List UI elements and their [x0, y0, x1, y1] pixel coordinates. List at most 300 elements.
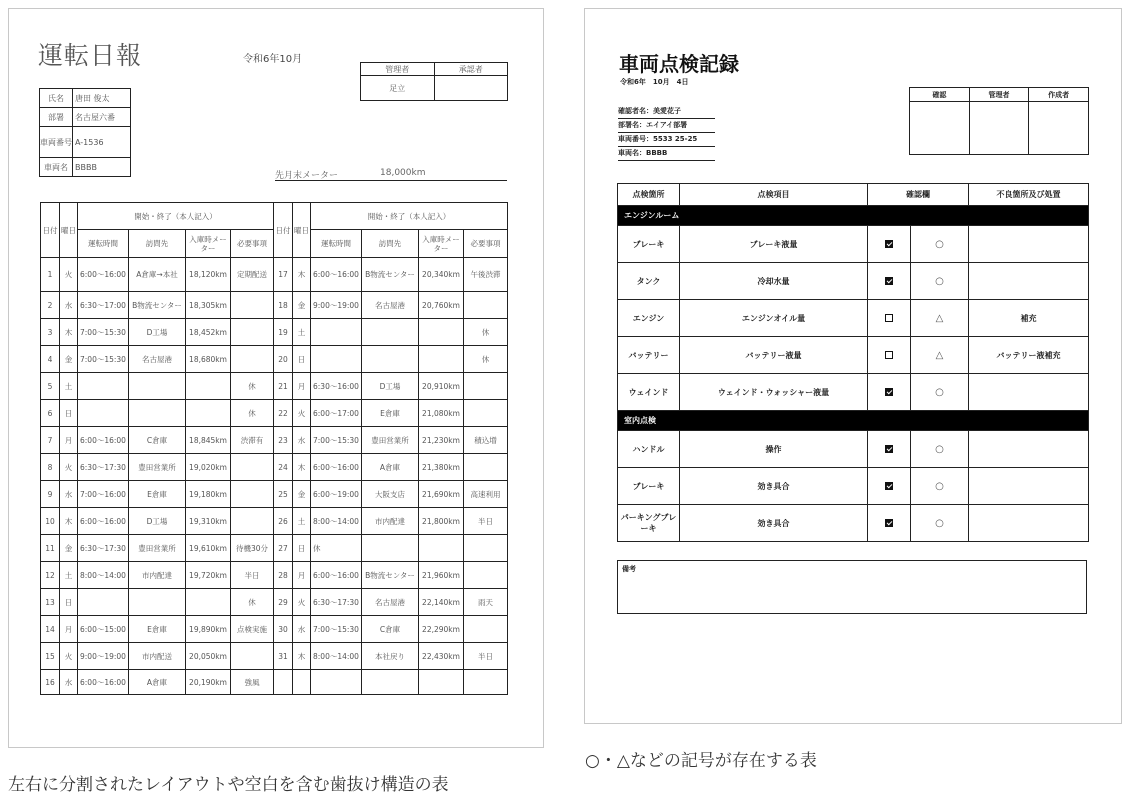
- inspection-place: ブレーキ: [618, 468, 680, 505]
- log-cell: 3: [41, 319, 60, 346]
- action-cell: バッテリー液補充: [969, 337, 1089, 374]
- log-cell: [274, 670, 293, 695]
- log-cell: [231, 481, 274, 508]
- log-cell: 20,340km: [419, 258, 464, 292]
- log-cell: 30: [274, 616, 293, 643]
- log-cell: D工場: [129, 319, 186, 346]
- inspection-item: ウェインド・ウォッシャー液量: [680, 374, 868, 411]
- log-cell: 16: [41, 670, 60, 695]
- approver-header: 承認者: [434, 63, 508, 76]
- remarks-label: 備考: [622, 565, 636, 573]
- weekday-header: 曜日: [293, 203, 311, 258]
- log-cell: 金: [293, 292, 311, 319]
- log-cell: 20,910km: [419, 373, 464, 400]
- log-cell: C倉庫: [129, 427, 186, 454]
- log-cell: 21,960km: [419, 562, 464, 589]
- unchecked-checkbox-icon[interactable]: [885, 314, 893, 322]
- log-cell: 19,720km: [186, 562, 231, 589]
- action-cell: [969, 374, 1089, 411]
- status-mark: △: [935, 349, 944, 361]
- log-cell: 月: [60, 427, 78, 454]
- info-label: 部署: [40, 108, 73, 127]
- check-cell: [868, 263, 911, 300]
- log-cell: 土: [60, 373, 78, 400]
- check-cell: [868, 374, 911, 411]
- report-period: 令和6年10月: [243, 54, 303, 65]
- left-caption: 左右に分割されたレイアウトや空白を含む歯抜け構造の表: [8, 775, 449, 795]
- previous-meter-line: [275, 168, 507, 181]
- log-cell: D工場: [362, 373, 419, 400]
- day-header: 日付: [41, 203, 60, 258]
- inspection-item: 効き具合: [680, 505, 868, 542]
- log-cell: 8:00〜14:00: [311, 643, 362, 670]
- log-cell: 9:00〜19:00: [78, 643, 129, 670]
- inspection-date: 令和6年 10月 4日: [620, 78, 689, 86]
- log-cell: [464, 400, 508, 427]
- log-cell: 22,140km: [419, 589, 464, 616]
- log-cell: 豊田営業所: [362, 427, 419, 454]
- log-cell: [78, 373, 129, 400]
- log-cell: 火: [60, 643, 78, 670]
- log-cell: 7:00〜15:30: [78, 346, 129, 373]
- log-cell: 7:00〜15:30: [311, 427, 362, 454]
- status-mark: ○: [935, 517, 944, 529]
- log-cell: 7: [41, 427, 60, 454]
- log-cell: 木: [60, 508, 78, 535]
- section-row: [618, 206, 1089, 226]
- section-row: [618, 411, 1089, 431]
- log-row: [41, 319, 508, 346]
- inspection-item: 効き具合: [680, 468, 868, 505]
- checked-checkbox-icon[interactable]: [885, 388, 893, 396]
- info-value: A-1536: [73, 127, 131, 158]
- log-cell: 15: [41, 643, 60, 670]
- log-cell: 火: [293, 589, 311, 616]
- log-cell: 6:00〜16:00: [78, 508, 129, 535]
- status-mark: ○: [935, 443, 944, 455]
- log-cell: 6:00〜17:00: [311, 400, 362, 427]
- log-cell: 市内配送: [129, 643, 186, 670]
- log-cell: [419, 319, 464, 346]
- log-cell: 6:00〜16:00: [311, 562, 362, 589]
- log-cell: 2: [41, 292, 60, 319]
- action-header: 不良箇所及び処置: [969, 184, 1089, 206]
- inspection-row: [618, 300, 1089, 337]
- log-cell: 休: [464, 346, 508, 373]
- status-mark: ○: [935, 480, 944, 492]
- log-cell: B物流センター: [129, 292, 186, 319]
- vehicle-number: 車両番号：5533 25-25: [618, 134, 715, 147]
- log-cell: [231, 346, 274, 373]
- mark-cell: [911, 431, 969, 468]
- log-cell: C倉庫: [362, 616, 419, 643]
- log-cell: 18,845km: [186, 427, 231, 454]
- log-cell: 18,120km: [186, 258, 231, 292]
- info-value: 名古屋六番: [73, 108, 131, 127]
- log-cell: 6:00〜19:00: [311, 481, 362, 508]
- inspection-row: [618, 337, 1089, 374]
- group-header: 開始・終了（本人記入）: [311, 203, 508, 230]
- status-mark: ○: [935, 238, 944, 250]
- log-cell: 19,890km: [186, 616, 231, 643]
- inspection-row: [618, 263, 1089, 300]
- weekday-header: 曜日: [60, 203, 78, 258]
- log-cell: 17: [274, 258, 293, 292]
- log-cell: [129, 400, 186, 427]
- inspection-place: ウェインド: [618, 374, 680, 411]
- log-cell: 21: [274, 373, 293, 400]
- log-cell: 高速利用: [464, 481, 508, 508]
- log-cell: 22,430km: [419, 643, 464, 670]
- log-cell: 休: [464, 319, 508, 346]
- log-cell: 水: [60, 481, 78, 508]
- log-cell: 20,050km: [186, 643, 231, 670]
- log-row: [41, 346, 508, 373]
- check-cell: [868, 468, 911, 505]
- inspection-place: タンク: [618, 263, 680, 300]
- log-cell: 土: [60, 562, 78, 589]
- log-cell: 日: [60, 589, 78, 616]
- log-cell: 名古屋港: [362, 292, 419, 319]
- log-cell: B物流センター: [362, 258, 419, 292]
- log-cell: 21,690km: [419, 481, 464, 508]
- log-cell: 金: [60, 535, 78, 562]
- log-cell: 日: [293, 346, 311, 373]
- log-cell: [362, 319, 419, 346]
- sub-header: 運転時間: [78, 230, 129, 258]
- log-cell: 6:00〜16:00: [311, 454, 362, 481]
- log-cell: [186, 373, 231, 400]
- log-row: [41, 562, 508, 589]
- log-cell: 6:00〜15:00: [78, 616, 129, 643]
- log-cell: 休: [231, 373, 274, 400]
- info-label: 車両番号: [40, 127, 73, 158]
- log-cell: [362, 346, 419, 373]
- check-cell: [868, 431, 911, 468]
- log-row: [41, 292, 508, 319]
- mark-cell: [911, 468, 969, 505]
- log-row: [41, 589, 508, 616]
- log-cell: B物流センター: [362, 562, 419, 589]
- log-cell: 10: [41, 508, 60, 535]
- check-header: 確認欄: [868, 184, 969, 206]
- mark-cell: [911, 300, 969, 337]
- log-cell: 日: [60, 400, 78, 427]
- inspection-place: ブレーキ: [618, 226, 680, 263]
- log-row: [41, 258, 508, 292]
- confirm-header: 確認: [910, 88, 970, 102]
- department-name: 部署名：エイアイ部署: [618, 120, 715, 133]
- log-cell: [362, 535, 419, 562]
- action-cell: [969, 505, 1089, 542]
- log-cell: 強風: [231, 670, 274, 695]
- log-cell: 木: [60, 319, 78, 346]
- log-cell: 18,305km: [186, 292, 231, 319]
- log-cell: E倉庫: [129, 616, 186, 643]
- log-cell: 23: [274, 427, 293, 454]
- action-cell: [969, 431, 1089, 468]
- log-cell: 午後渋滞: [464, 258, 508, 292]
- log-cell: 点検実施: [231, 616, 274, 643]
- day-header: 日付: [274, 203, 293, 258]
- log-cell: 31: [274, 643, 293, 670]
- inspection-item: エンジンオイル量: [680, 300, 868, 337]
- log-cell: 水: [60, 292, 78, 319]
- log-cell: 月: [293, 562, 311, 589]
- inspection-place: パーキングブレーキ: [618, 505, 680, 542]
- sub-header: 運転時間: [311, 230, 362, 258]
- log-cell: [464, 562, 508, 589]
- mark-cell: [911, 337, 969, 374]
- log-cell: 9:00〜19:00: [311, 292, 362, 319]
- log-cell: 6:30〜16:00: [311, 373, 362, 400]
- log-cell: [78, 400, 129, 427]
- vehicle-name: 車両名：BBBB: [618, 148, 715, 161]
- sub-header: 必要事項: [464, 230, 508, 258]
- inspection-place: ハンドル: [618, 431, 680, 468]
- log-cell: 大阪支店: [362, 481, 419, 508]
- log-cell: 6:30〜17:30: [311, 589, 362, 616]
- info-label: 氏名: [40, 89, 73, 108]
- info-value: BBBB: [73, 158, 131, 177]
- log-cell: 19,610km: [186, 535, 231, 562]
- checked-checkbox-icon[interactable]: [885, 277, 893, 285]
- manager-header: 管理者: [361, 63, 435, 76]
- log-cell: 土: [293, 319, 311, 346]
- log-cell: 水: [60, 670, 78, 695]
- log-cell: 6:30〜17:00: [78, 292, 129, 319]
- log-cell: 木: [293, 643, 311, 670]
- unchecked-checkbox-icon[interactable]: [885, 351, 893, 359]
- section-title: 室内点検: [618, 411, 1089, 431]
- log-row: [41, 508, 508, 535]
- log-cell: E倉庫: [362, 400, 419, 427]
- log-cell: 6:30〜17:30: [78, 454, 129, 481]
- log-cell: 7:00〜15:30: [78, 319, 129, 346]
- log-row: [41, 373, 508, 400]
- log-cell: 12: [41, 562, 60, 589]
- log-cell: 26: [274, 508, 293, 535]
- log-cell: 金: [60, 346, 78, 373]
- log-cell: 21,230km: [419, 427, 464, 454]
- inspection-title: 車両点検記録: [619, 52, 739, 76]
- creator-cell: [1029, 102, 1089, 155]
- log-cell: [231, 643, 274, 670]
- inspector-name: 確認者名：美愛花子: [618, 106, 715, 119]
- log-cell: [464, 454, 508, 481]
- log-cell: [311, 319, 362, 346]
- log-cell: [464, 373, 508, 400]
- inspection-row: [618, 374, 1089, 411]
- log-cell: 22,290km: [419, 616, 464, 643]
- log-cell: 21,380km: [419, 454, 464, 481]
- log-cell: 8:00〜14:00: [311, 508, 362, 535]
- meter-label: 先月末メーター: [275, 171, 339, 181]
- log-cell: 6:00〜16:00: [311, 258, 362, 292]
- log-cell: [231, 454, 274, 481]
- log-cell: 8: [41, 454, 60, 481]
- log-cell: [362, 670, 419, 695]
- group-header: 開始・終了（本人記入）: [78, 203, 274, 230]
- sub-header: 入庫時メーター: [186, 230, 231, 258]
- approval-box: [360, 62, 508, 101]
- log-cell: 14: [41, 616, 60, 643]
- log-cell: 7:00〜15:30: [311, 616, 362, 643]
- log-row: [41, 616, 508, 643]
- log-cell: 4: [41, 346, 60, 373]
- log-cell: 豊田営業所: [129, 535, 186, 562]
- log-cell: 19,310km: [186, 508, 231, 535]
- log-cell: A倉庫→本社: [129, 258, 186, 292]
- log-cell: 木: [293, 454, 311, 481]
- log-cell: 6: [41, 400, 60, 427]
- log-cell: 29: [274, 589, 293, 616]
- log-cell: 18,452km: [186, 319, 231, 346]
- log-cell: 18,680km: [186, 346, 231, 373]
- item-header: 点検項目: [680, 184, 868, 206]
- checked-checkbox-icon[interactable]: [885, 519, 893, 527]
- inspection-row: [618, 226, 1089, 263]
- log-cell: [129, 589, 186, 616]
- action-cell: [969, 263, 1089, 300]
- log-cell: 休: [311, 535, 362, 562]
- log-cell: 積込増: [464, 427, 508, 454]
- place-header: 点検箇所: [618, 184, 680, 206]
- log-cell: 休: [231, 400, 274, 427]
- log-cell: 13: [41, 589, 60, 616]
- log-cell: 19: [274, 319, 293, 346]
- log-rows: [41, 258, 508, 695]
- approver-value: [434, 76, 508, 101]
- log-cell: 木: [293, 258, 311, 292]
- action-cell: 補充: [969, 300, 1089, 337]
- inspection-row: [618, 431, 1089, 468]
- log-cell: 6:30〜17:30: [78, 535, 129, 562]
- inspection-item: 操作: [680, 431, 868, 468]
- log-cell: 半日: [231, 562, 274, 589]
- inspection-place: バッテリー: [618, 337, 680, 374]
- log-cell: 金: [293, 481, 311, 508]
- log-cell: [419, 346, 464, 373]
- remarks-box: [617, 560, 1087, 614]
- manager-cell: [969, 102, 1029, 155]
- sub-header: 入庫時メーター: [419, 230, 464, 258]
- log-cell: [464, 616, 508, 643]
- sub-header: 訪問先: [129, 230, 186, 258]
- manager-value: 足立: [361, 76, 435, 101]
- log-cell: [293, 670, 311, 695]
- check-cell: [868, 505, 911, 542]
- info-label: 車両名: [40, 158, 73, 177]
- log-cell: 土: [293, 508, 311, 535]
- action-cell: [969, 226, 1089, 263]
- log-cell: 日: [293, 535, 311, 562]
- log-cell: [464, 670, 508, 695]
- status-mark: △: [935, 312, 944, 324]
- log-cell: 月: [60, 616, 78, 643]
- log-cell: 20: [274, 346, 293, 373]
- log-cell: 24: [274, 454, 293, 481]
- log-row: [41, 535, 508, 562]
- log-cell: D工場: [129, 508, 186, 535]
- check-cell: [868, 337, 911, 374]
- log-cell: 6:00〜16:00: [78, 258, 129, 292]
- check-cell: [868, 300, 911, 337]
- log-cell: E倉庫: [129, 481, 186, 508]
- log-cell: 6:00〜16:00: [78, 427, 129, 454]
- log-cell: 20,760km: [419, 292, 464, 319]
- confirm-cell: [910, 102, 970, 155]
- log-cell: 水: [293, 616, 311, 643]
- log-cell: 雨天: [464, 589, 508, 616]
- right-caption: ○・△などの記号が存在する表: [585, 751, 817, 771]
- log-cell: 本社戻り: [362, 643, 419, 670]
- log-cell: [464, 292, 508, 319]
- driving-log-table: [40, 202, 508, 695]
- log-cell: 市内配達: [129, 562, 186, 589]
- log-cell: 19,180km: [186, 481, 231, 508]
- inspection-item: バッテリー液量: [680, 337, 868, 374]
- inspector-info: [618, 106, 715, 162]
- log-cell: 待機30分: [231, 535, 274, 562]
- log-cell: [419, 670, 464, 695]
- action-cell: [969, 468, 1089, 505]
- inspection-place: エンジン: [618, 300, 680, 337]
- meter-value: 18,000km: [380, 168, 426, 178]
- inspection-item: ブレーキ液量: [680, 226, 868, 263]
- log-cell: 18: [274, 292, 293, 319]
- log-cell: A倉庫: [362, 454, 419, 481]
- log-cell: 火: [60, 454, 78, 481]
- inspection-rows: [618, 206, 1089, 542]
- checked-checkbox-icon[interactable]: [885, 445, 893, 453]
- log-cell: A倉庫: [129, 670, 186, 695]
- log-cell: [186, 400, 231, 427]
- checked-checkbox-icon[interactable]: [885, 240, 893, 248]
- log-cell: [231, 292, 274, 319]
- log-cell: 渋滞有: [231, 427, 274, 454]
- log-cell: 9: [41, 481, 60, 508]
- info-value: 唐田 俊太: [73, 89, 131, 108]
- sub-header: 必要事項: [231, 230, 274, 258]
- status-mark: ○: [935, 386, 944, 398]
- log-cell: 名古屋港: [362, 589, 419, 616]
- log-cell: [311, 670, 362, 695]
- mark-cell: [911, 226, 969, 263]
- log-cell: 月: [293, 373, 311, 400]
- mark-cell: [911, 505, 969, 542]
- section-title: エンジンルーム: [618, 206, 1089, 226]
- log-cell: [186, 589, 231, 616]
- log-cell: 6:00〜16:00: [78, 670, 129, 695]
- log-cell: 21,080km: [419, 400, 464, 427]
- check-cell: [868, 226, 911, 263]
- log-cell: 半日: [464, 643, 508, 670]
- log-cell: 20,190km: [186, 670, 231, 695]
- log-cell: 22: [274, 400, 293, 427]
- inspection-table: [617, 183, 1089, 542]
- checked-checkbox-icon[interactable]: [885, 482, 893, 490]
- log-cell: [311, 346, 362, 373]
- log-cell: 25: [274, 481, 293, 508]
- log-cell: [231, 508, 274, 535]
- log-cell: 名古屋港: [129, 346, 186, 373]
- inspection-row: [618, 468, 1089, 505]
- log-cell: [231, 319, 274, 346]
- log-cell: 5: [41, 373, 60, 400]
- log-cell: [78, 589, 129, 616]
- report-title: 運転日報: [38, 41, 143, 70]
